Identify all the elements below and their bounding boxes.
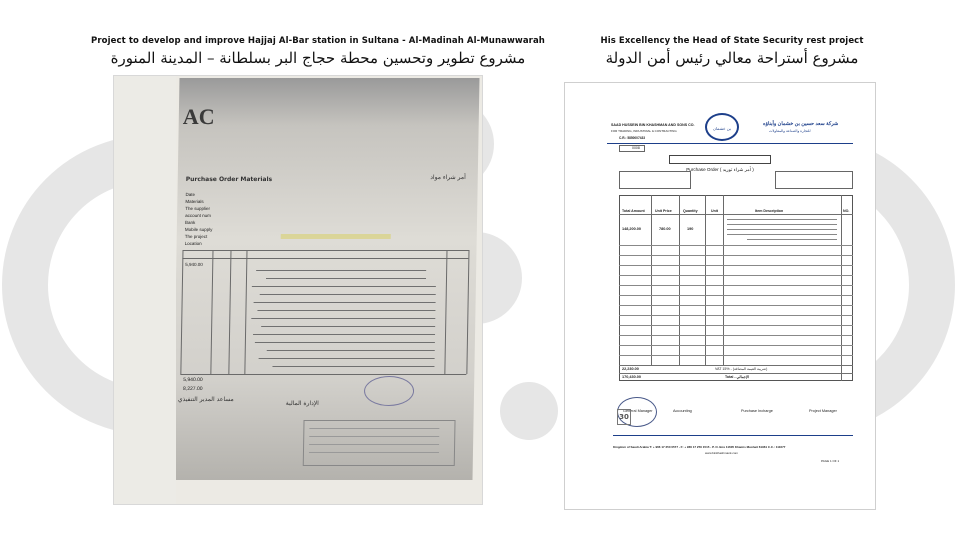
anniversary-badge: 30: [617, 409, 631, 425]
table-row-rule: [619, 245, 853, 246]
text-line: [260, 294, 436, 295]
table-col-4: [244, 250, 247, 374]
signature-accounting: Accounting: [673, 409, 692, 413]
left-document-photo: [114, 76, 482, 504]
row-desc-line: [727, 234, 837, 235]
po-title: Purchase Order ( أمر شراء توريد ): [686, 167, 754, 172]
table-row-rule: [619, 365, 853, 366]
company-name-ar: شركة سعد حسين بن خشمان وأبناؤه: [763, 121, 839, 127]
document-title-ar: أمر شراء مواد: [430, 174, 466, 181]
company-name-en: SAAD HUSSEIN BIN KHASHMAN AND SONS CO.: [611, 123, 695, 127]
footer-rule: [613, 435, 853, 436]
label-mobile: Mobile supply: [184, 227, 213, 232]
table-col-1: [180, 250, 183, 374]
label-account: account num: [185, 213, 211, 218]
table-border-top: [182, 250, 468, 251]
col-unit-price: Unit Price: [655, 209, 672, 213]
doc-number-box: [619, 145, 645, 152]
row-desc-line: [727, 224, 837, 225]
info-box-right: [775, 171, 853, 189]
col-item-description: Item Description: [755, 209, 784, 213]
left-heading: [80, 36, 556, 67]
table-row-rule: [619, 305, 853, 306]
total-amount: 170,430.00: [622, 375, 642, 379]
table-col-divider: [841, 195, 842, 381]
footer-address: Kingdom of Saudi Arabia T: + 966 17 250 0577 - F: + 966 17 250 1515 - P. O. Box 11605 Khamis Mushait 61961 C.C.: 111677: [613, 445, 786, 449]
row-quantity: 190: [687, 227, 694, 231]
table-row-rule: [619, 325, 853, 326]
left-heading-arabic: مشروع تطوير وتحسين محطة حجاج البر بسلطانة – المدينة المنورة: [110, 49, 526, 67]
text-line: [255, 342, 435, 343]
footer-line: [309, 428, 439, 429]
label-date: Date: [185, 192, 196, 197]
text-line: [257, 310, 435, 311]
row-total: 148,200.00: [622, 227, 642, 231]
label-supplier: The supplier: [185, 206, 211, 211]
row-unit-price: 780.00: [659, 227, 671, 231]
amount-row-1: 5,940.00: [185, 262, 203, 267]
highlight-marker: [281, 234, 391, 239]
footer-line: [309, 452, 439, 453]
table-border-bottom: [180, 374, 466, 375]
text-line: [266, 278, 426, 279]
text-line: [261, 326, 435, 327]
signature-project-manager: Project Manager: [809, 409, 837, 413]
signature-purchase: Purchase Incharge: [741, 409, 773, 413]
table-col-divider: [679, 195, 680, 365]
col-quantity: Quantity: [683, 209, 698, 213]
company-sub-en: FOR TRADING, INDUSTRIAL & CONTRACTING: [611, 129, 677, 133]
right-heading-arabic: مشروع أستراحة معالي رئيس أمن الدولة: [605, 49, 859, 67]
text-line: [272, 366, 434, 367]
signature-general-manager: General Manager: [623, 409, 653, 413]
table-row-rule: [619, 315, 853, 316]
text-line: [253, 334, 435, 335]
page-indicator: PAGE 1 OF 1: [821, 459, 840, 463]
table-col-3: [228, 250, 231, 374]
text-line: [252, 286, 436, 287]
text-line: [254, 302, 436, 303]
total-label: Total - الإجمالي: [725, 375, 750, 379]
col-no: NO.: [843, 209, 850, 213]
table-row-rule: [619, 265, 853, 266]
amount-subtotal: 5,940.00: [183, 377, 203, 383]
document-photo-sheet: [172, 78, 479, 480]
vat-amount: 22,230.00: [622, 367, 639, 371]
label-bank: Bank: [184, 220, 196, 225]
table-row-rule: [619, 355, 853, 356]
table-col-divider: [723, 195, 724, 365]
table-row-rule: [619, 255, 853, 256]
doc-number: 0008: [632, 146, 640, 150]
row-desc-line: [727, 229, 837, 230]
row-desc-line: [727, 219, 837, 220]
table-col-divider: [705, 195, 706, 365]
table-row-rule: [619, 335, 853, 336]
text-line: [259, 358, 435, 359]
row-desc-line: [747, 239, 837, 240]
watermark-dot-4: [500, 382, 558, 440]
table-row-rule: [619, 295, 853, 296]
amount-total: 8,227.00: [183, 386, 203, 392]
table-row-rule: [619, 345, 853, 346]
right-document-scan: [564, 82, 876, 510]
footer-line: [309, 436, 439, 437]
table-row-rule: [619, 275, 853, 276]
signature-finance: الإدارة المالية: [285, 400, 319, 407]
text-line: [256, 270, 426, 271]
vat-label: VAT 15% - (ضريبة القيمة المضافة): [715, 367, 768, 371]
document-title-en: Purchase Order Materials: [185, 176, 273, 183]
header-rule: [607, 143, 853, 144]
table-header-line: [182, 258, 468, 259]
company-sub-ar: للتجارة والصناعة والمقاولات: [769, 129, 811, 133]
company-logo-text: بن خشمان: [713, 126, 731, 131]
table-col-divider: [651, 195, 652, 365]
footer-box: [303, 420, 456, 466]
po-title-box: [669, 155, 771, 172]
signature-assistant-director: مساعد المدير التنفيذي: [177, 396, 234, 403]
left-heading-english: Project to develop and improve Hajjaj Al-Bar station in Sultana - Al-Madinah Al-Munawwarah: [91, 36, 545, 46]
label-project: The project: [184, 234, 208, 239]
company-logo: [705, 113, 739, 141]
label-location: Location: [184, 241, 202, 246]
footer-website: www.binkhashmank.com: [705, 451, 739, 455]
label-materials: Materials: [185, 199, 204, 204]
table-col-6: [466, 250, 469, 374]
table-row-rule: [619, 285, 853, 286]
text-line: [267, 350, 435, 351]
info-box-left: [619, 171, 691, 189]
text-line: [251, 318, 435, 319]
right-heading-english: His Excellency the Head of State Security rest project: [600, 36, 864, 46]
col-unit: Unit: [711, 209, 718, 213]
col-total-amount: Total Amount: [622, 209, 645, 213]
items-table: [619, 195, 853, 381]
photo-shadow-left: [114, 76, 176, 504]
vat-rule: [619, 373, 853, 374]
document-logo: AC: [182, 104, 215, 129]
table-col-5: [444, 250, 447, 374]
right-heading: [586, 36, 878, 67]
stamp-circle: [364, 376, 415, 406]
table-col-2: [210, 250, 213, 374]
table-header-rule: [619, 214, 853, 215]
cr-number: C.R.: 5850007433: [619, 136, 646, 140]
footer-line: [309, 444, 439, 445]
